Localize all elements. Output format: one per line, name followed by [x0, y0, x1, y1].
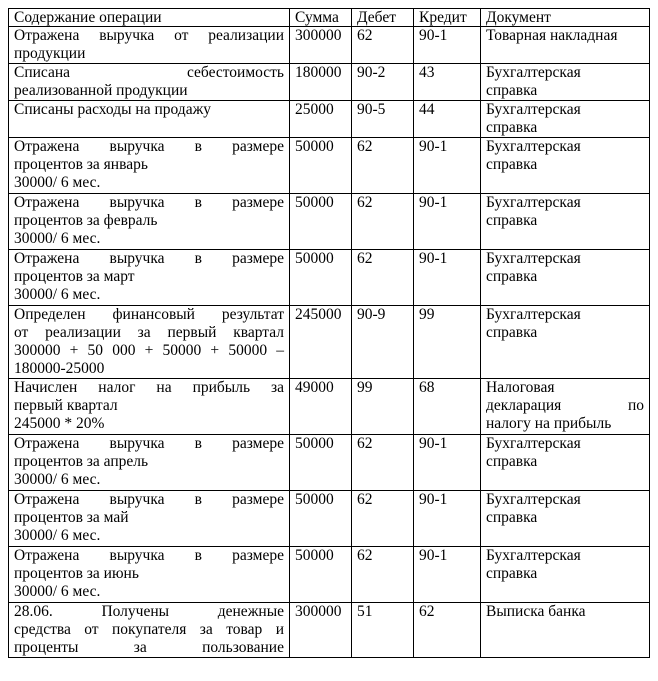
- operation-line: 30000/ 6 мес.: [14, 286, 101, 303]
- document-line: Бухгалтерская: [486, 138, 581, 155]
- cell-credit: 90-1: [414, 194, 481, 250]
- cell-operation: [9, 306, 290, 379]
- cell-amount: 25000: [290, 101, 352, 138]
- cell-document: [481, 64, 650, 101]
- document-line: Бухгалтерская: [486, 547, 581, 564]
- table-row: [9, 379, 650, 435]
- document-line: Налоговая: [486, 379, 555, 396]
- cell-credit: 90-1: [414, 547, 481, 603]
- operation-line: Отражена выручка в размере: [14, 250, 284, 267]
- document-line: справка: [486, 212, 538, 229]
- operation-line: процентов за апрель: [14, 453, 149, 470]
- cell-operation: [9, 379, 290, 435]
- cell-operation: [9, 547, 290, 603]
- operation-line: 30000/ 6 мес.: [14, 174, 101, 191]
- document-line: Бухгалтерская: [486, 250, 581, 267]
- operation-line: Отражена выручка от реализации: [14, 27, 284, 44]
- document-line: Бухгалтерская: [486, 306, 581, 323]
- cell-debit: 90-5: [352, 101, 414, 138]
- cell-operation: [9, 27, 290, 64]
- document-line: справка: [486, 453, 538, 470]
- operation-line: Отражена выручка в размере: [14, 194, 284, 211]
- document-line: Бухгалтерская: [486, 435, 581, 452]
- cell-operation: [9, 101, 290, 138]
- cell-operation: [9, 194, 290, 250]
- cell-debit: 62: [352, 194, 414, 250]
- cell-debit: 62: [352, 27, 414, 64]
- table-row: [9, 64, 650, 101]
- cell-debit: 90-9: [352, 306, 414, 379]
- cell-credit: 99: [414, 306, 481, 379]
- document-line: справка: [486, 156, 538, 173]
- header-debit: Дебет: [352, 9, 414, 27]
- table-row: [9, 27, 650, 64]
- operation-line: 30000/ 6 мес.: [14, 527, 101, 544]
- cell-document: [481, 435, 650, 491]
- header-amount: Сумма: [290, 9, 352, 27]
- table-row: [9, 547, 650, 603]
- operation-line: 30000/ 6 мес.: [14, 230, 101, 247]
- cell-amount: 300000: [290, 603, 352, 658]
- operation-line: Отражена выручка в размере: [14, 138, 284, 155]
- table-row: [9, 435, 650, 491]
- document-line: справка: [486, 82, 538, 99]
- cell-document: [481, 250, 650, 306]
- operation-line: продукции: [14, 45, 86, 62]
- document-line: Товарная накладная: [486, 27, 618, 44]
- operation-line: Отражена выручка в размере: [14, 435, 284, 452]
- table-header: [9, 9, 650, 27]
- cell-credit: 90-1: [414, 138, 481, 194]
- operation-line: первый квартал: [14, 397, 118, 414]
- cell-operation: [9, 138, 290, 194]
- document-line: справка: [486, 119, 538, 136]
- document-line: налогу на прибыль: [486, 415, 612, 432]
- operation-line: реализованной продукции: [14, 82, 188, 99]
- table-row: [9, 491, 650, 547]
- operation-line: Начислен налог на прибыль за: [14, 379, 284, 396]
- operation-line: средства от покупателя за товар и: [14, 621, 284, 638]
- operation-line: 30000/ 6 мес.: [14, 583, 101, 600]
- document-line: Бухгалтерская: [486, 491, 581, 508]
- cell-debit: 51: [352, 603, 414, 658]
- cell-debit: 62: [352, 138, 414, 194]
- cell-document: [481, 194, 650, 250]
- cell-debit: 62: [352, 435, 414, 491]
- table-row: [9, 250, 650, 306]
- document-line: справка: [486, 324, 538, 341]
- operation-line: процентов за январь: [14, 156, 148, 173]
- operation-line: процентов за июнь: [14, 565, 139, 582]
- cell-debit: 90-2: [352, 64, 414, 101]
- cell-credit: 90-1: [414, 435, 481, 491]
- table-body: [9, 27, 650, 658]
- cell-amount: 50000: [290, 491, 352, 547]
- document-line: Выписка банка: [486, 603, 586, 620]
- cell-debit: 99: [352, 379, 414, 435]
- cell-debit: 62: [352, 491, 414, 547]
- operation-line: процентов за май: [14, 509, 129, 526]
- operation-line: проценты за пользование: [14, 639, 284, 656]
- operation-line: 300000 + 50 000 + 50000 + 50000 –: [14, 342, 284, 359]
- operation-line: Определен финансовый результат: [14, 306, 284, 323]
- cell-document: [481, 306, 650, 379]
- cell-amount: 50000: [290, 547, 352, 603]
- cell-credit: 90-1: [414, 491, 481, 547]
- operation-line: от реализации за первый квартал: [14, 324, 284, 341]
- header-document: Документ: [481, 9, 650, 27]
- header-operation: Содержание операции: [9, 9, 290, 27]
- cell-operation: [9, 435, 290, 491]
- cell-credit: 90-1: [414, 27, 481, 64]
- cell-document: [481, 101, 650, 138]
- cell-amount: 50000: [290, 138, 352, 194]
- operation-line: процентов за март: [14, 268, 135, 285]
- cell-amount: 50000: [290, 250, 352, 306]
- cell-document: [481, 138, 650, 194]
- header-row: [9, 9, 650, 27]
- cell-document: [481, 547, 650, 603]
- table-row: [9, 138, 650, 194]
- operation-line: 28.06. Получены денежные: [14, 603, 284, 620]
- operation-line: 245000 * 20%: [14, 415, 105, 432]
- cell-operation: [9, 250, 290, 306]
- cell-credit: 90-1: [414, 250, 481, 306]
- document-line: справка: [486, 509, 538, 526]
- table-row: [9, 603, 650, 658]
- operation-line: процентов за февраль: [14, 212, 158, 229]
- operation-line: Отражена выручка в размере: [14, 547, 284, 564]
- cell-amount: 180000: [290, 64, 352, 101]
- cell-amount: 50000: [290, 435, 352, 491]
- cell-credit: 68: [414, 379, 481, 435]
- table-row: [9, 101, 650, 138]
- cell-operation: [9, 491, 290, 547]
- cell-debit: 62: [352, 250, 414, 306]
- cell-document: [481, 603, 650, 658]
- table-row: [9, 306, 650, 379]
- operations-table: [8, 8, 650, 658]
- cell-amount: 50000: [290, 194, 352, 250]
- table-row: [9, 194, 650, 250]
- operation-line: Списаны расходы на продажу: [14, 101, 212, 118]
- cell-credit: 62: [414, 603, 481, 658]
- cell-credit: 43: [414, 64, 481, 101]
- document-line: справка: [486, 268, 538, 285]
- cell-document: [481, 27, 650, 64]
- cell-debit: 62: [352, 547, 414, 603]
- cell-document: [481, 491, 650, 547]
- cell-document: [481, 379, 650, 435]
- document-line: Бухгалтерская: [486, 64, 581, 81]
- document-line: справка: [486, 565, 538, 582]
- document-line: декларация по: [486, 397, 644, 414]
- cell-amount: 300000: [290, 27, 352, 64]
- cell-credit: 44: [414, 101, 481, 138]
- operation-line: Списана себестоимость: [14, 64, 284, 81]
- cell-operation: [9, 64, 290, 101]
- operation-line: Отражена выручка в размере: [14, 491, 284, 508]
- document-line: Бухгалтерская: [486, 101, 581, 118]
- cell-operation: [9, 603, 290, 658]
- cell-amount: 49000: [290, 379, 352, 435]
- header-credit: Кредит: [414, 9, 481, 27]
- cell-amount: 245000: [290, 306, 352, 379]
- operation-line: 30000/ 6 мес.: [14, 471, 101, 488]
- document-line: Бухгалтерская: [486, 194, 581, 211]
- operation-line: 180000-25000: [14, 360, 105, 377]
